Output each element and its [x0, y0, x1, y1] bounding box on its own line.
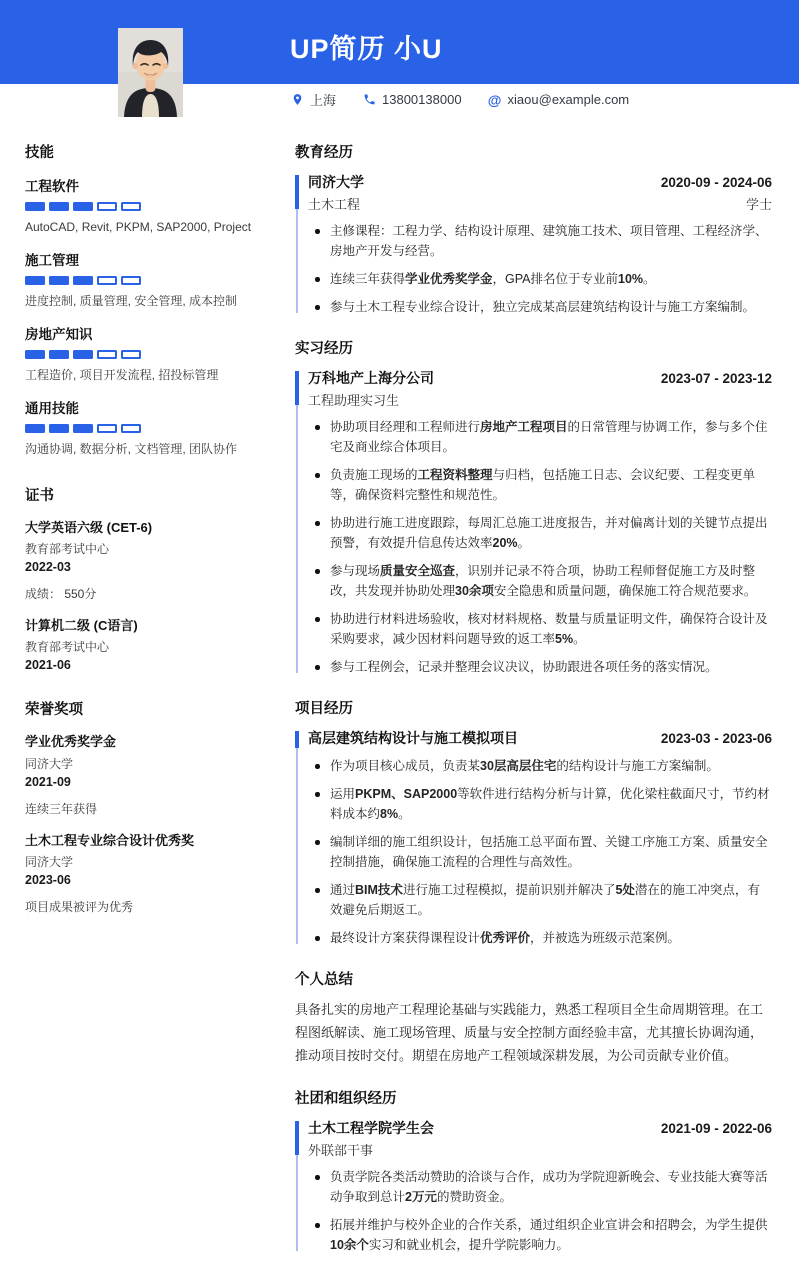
skill-detail: AutoCAD, Revit, PKPM, SAP2000, Project — [25, 220, 252, 234]
honor-date: 2021-09 — [25, 774, 71, 789]
skill-level-segment — [25, 424, 45, 433]
honor-issuer: 同济大学 — [25, 756, 74, 771]
clubs-section — [295, 1087, 772, 1255]
skills-heading: 技能 — [25, 145, 54, 161]
contact-location — [290, 90, 336, 109]
skill-detail: 沟通协调, 数据分析, 文档管理, 团队协作 — [25, 442, 238, 456]
bullet-item: 最终设计方案获得课程设计优秀评价，并被选为班级示范案例。 — [308, 928, 772, 948]
email-at-icon: @ — [487, 91, 502, 108]
skill-level-segment — [97, 276, 117, 285]
skill-detail: 进度控制, 质量管理, 安全管理, 成本控制 — [25, 294, 238, 308]
skill-item-general-skills — [25, 397, 269, 458]
major-name: 土木工程 — [308, 197, 361, 212]
bullet-item: 协助进行材料进场验收，核对材料规格、数量与质量证明文件，确保符合设计及采购要求，减少因材料问题导致的返工率5%。 — [308, 609, 772, 649]
skill-level-segment — [73, 202, 93, 211]
skill-level-segment — [73, 350, 93, 359]
school-name: 同济大学 — [308, 174, 364, 190]
skill-level-segment — [121, 202, 141, 211]
honors-heading: 荣誉奖项 — [25, 702, 83, 719]
bullet-item: 主修课程：工程力学、结构设计原理、建筑施工技术、项目管理、工程经济学、房地产开发与经营。 — [308, 221, 772, 261]
club-entry — [295, 1118, 772, 1255]
contact-phone-text: 13800138000 — [382, 92, 462, 107]
education-section — [295, 141, 772, 317]
bullet-item: 协助项目经理和工程师进行房地产工程项目的日常管理与协调工作，参与多个住宅及商业综合体项目。 — [308, 417, 772, 457]
skill-level-segment — [121, 350, 141, 359]
bullet-item: 连续三年获得学业优秀奖学金，GPA排名位于专业前10%。 — [308, 269, 772, 289]
skill-level-segment — [49, 350, 69, 359]
honor-note: 连续三年获得 — [25, 801, 98, 816]
profile-photo-illustration — [118, 28, 183, 117]
education-entry — [295, 172, 772, 317]
skill-level-segment — [97, 350, 117, 359]
certificate-note: 成绩： 550分 — [25, 587, 97, 602]
clubs-section-heading: 社团和组织经历 — [295, 1091, 397, 1108]
club-role: 外联部干事 — [308, 1143, 374, 1159]
skill-name: 房地产知识 — [25, 327, 93, 342]
phone-icon — [362, 93, 376, 107]
honor-item-design-award — [25, 832, 269, 916]
summary-text: 具备扎实的房地产工程理论基础与实践能力，熟悉工程项目全生命周期管理。在工程图纸解读、施工现场管理、质量与安全控制方面经验丰富，尤其擅长协调沟通，推动项目按时交付。期望在房地产工程领域深耕发展，为公司贡献专业价值。 — [295, 1002, 764, 1063]
internship-entry — [295, 368, 772, 677]
skill-level-segment — [73, 276, 93, 285]
project-name: 高层建筑结构设计与施工模拟项目 — [308, 730, 518, 746]
certificate-item-cet6 — [25, 519, 269, 603]
bullet-item: 拓展并维护与校外企业的合作关系，通过组织企业宣讲会和招聘会，为学生提供10余个实习和就业机会，提升学院影响力。 — [308, 1215, 772, 1255]
bullet-item: 通过BIM技术进行施工过程模拟，提前识别并解决了5处潜在的施工冲突点，有效避免后期返工。 — [308, 880, 772, 920]
honor-issuer: 同济大学 — [25, 854, 74, 869]
honor-name: 学业优秀奖学金 — [25, 734, 117, 750]
skill-level-bar — [25, 350, 269, 359]
project-section-heading: 项目经历 — [295, 701, 353, 717]
sidebar — [25, 141, 269, 916]
bullet-item: 参与现场质量安全巡查，识别并记录不符合项，协助工程师督促施工方及时整改，共发现并协助处理30余项安全隐患和质量问题，确保施工符合规范要求。 — [308, 561, 772, 601]
skill-level-segment — [25, 350, 45, 359]
certificate-name: 大学英语六级 (CET-6) — [25, 520, 153, 535]
bullet-item: 编制详细的施工组织设计，包括施工总平面布置、关键工序施工方案、质量安全控制措施，确保施工流程的合理性与高效性。 — [308, 832, 772, 872]
honor-date: 2023-06 — [25, 872, 71, 887]
skill-level-bar — [25, 202, 269, 211]
club-date-range: 2021-09 - 2022-06 — [660, 1121, 772, 1137]
contact-email — [488, 92, 630, 107]
internship-date-range: 2023-07 - 2023-12 — [660, 371, 772, 386]
honor-name: 土木工程专业综合设计优秀奖 — [25, 832, 195, 848]
degree-name: 学士 — [745, 197, 772, 212]
skill-name: 施工管理 — [25, 253, 79, 268]
bullet-item: 参与土木工程专业综合设计，独立完成某高层建筑结构设计与施工方案编制。 — [308, 297, 772, 317]
skill-level-segment — [49, 202, 69, 211]
summary-section-heading: 个人总结 — [295, 972, 353, 988]
education-bullet-list — [308, 221, 772, 317]
contact-location-text: 上海 — [310, 93, 337, 108]
company-name: 万科地产上海分公司 — [308, 370, 434, 386]
skill-item-construction-management — [25, 249, 269, 310]
bullet-item: 负责学院各类活动赞助的洽谈与合作，成功为学院迎新晚会、专业技能大赛等活动争取到总计2万元的赞助资金。 — [308, 1167, 772, 1207]
bullet-item: 协助进行施工进度跟踪，每周汇总施工进度报告，并对偏离计划的关键节点提出预警，有效提升信息传达效率20%。 — [308, 513, 772, 553]
profile-photo — [118, 28, 183, 117]
contact-row — [290, 90, 629, 109]
skill-level-segment — [97, 202, 117, 211]
certificate-date: 2021-06 — [25, 658, 71, 673]
education-date-range: 2020-09 - 2024-06 — [660, 175, 772, 190]
internship-role: 工程助理实习生 — [308, 393, 400, 408]
education-section-heading: 教育经历 — [295, 145, 353, 161]
bullet-item: 负责施工现场的工程资料整理与归档，包括施工日志、会议纪要、工程变更单等，确保资料完整性和规范性。 — [308, 465, 772, 505]
internship-section — [295, 337, 772, 677]
project-date-range: 2023-03 - 2023-06 — [660, 731, 772, 746]
skill-level-segment — [25, 276, 45, 285]
skill-level-bar — [25, 424, 269, 433]
contact-email-text: xiaou@example.com — [507, 92, 630, 107]
bullet-item: 运用PKPM、SAP2000等软件进行结构分析与计算，优化梁柱截面尺寸，节约材料成本约8%。 — [308, 784, 772, 824]
skill-level-segment — [121, 276, 141, 285]
project-bullet-list — [308, 756, 772, 948]
certificate-issuer: 教育部考试中心 — [25, 542, 110, 557]
internship-bullet-list — [308, 417, 772, 677]
honor-item-scholarship — [25, 733, 269, 817]
certificate-date: 2022-03 — [25, 560, 71, 575]
skill-item-real-estate-knowledge — [25, 323, 269, 384]
project-entry — [295, 728, 772, 948]
certificate-item-computer-level2 — [25, 617, 269, 672]
skill-level-segment — [49, 424, 69, 433]
certificates-heading: 证书 — [25, 488, 54, 504]
skill-item-engineering-software — [25, 175, 269, 236]
skill-level-segment — [121, 424, 141, 433]
page-title: UP简历 小U — [290, 34, 443, 64]
club-bullet-list — [308, 1167, 772, 1255]
internship-section-heading: 实习经历 — [295, 341, 353, 357]
skill-name: 通用技能 — [25, 401, 79, 416]
location-pin-icon — [290, 93, 304, 107]
main-column — [295, 141, 772, 1263]
certificate-name: 计算机二级 (C语言) — [25, 618, 138, 634]
skill-level-segment — [25, 202, 45, 211]
certificate-issuer: 教育部考试中心 — [25, 640, 110, 655]
project-section — [295, 697, 772, 948]
honor-note: 项目成果被评为优秀 — [25, 899, 134, 914]
contact-phone — [362, 92, 462, 107]
skill-name: 工程软件 — [25, 179, 79, 194]
skill-level-bar — [25, 276, 269, 285]
club-name: 土木工程学院学生会 — [308, 1120, 434, 1137]
skill-level-segment — [97, 424, 117, 433]
skill-level-segment — [73, 424, 93, 433]
bullet-item: 作为项目核心成员，负责某30层高层住宅的结构设计与施工方案编制。 — [308, 756, 772, 776]
summary-section — [295, 968, 772, 1067]
bullet-item: 参与工程例会，记录并整理会议决议，协助跟进各项任务的落实情况。 — [308, 657, 772, 677]
skill-level-segment — [49, 276, 69, 285]
skill-detail: 工程造价, 项目开发流程, 招投标管理 — [25, 368, 219, 382]
